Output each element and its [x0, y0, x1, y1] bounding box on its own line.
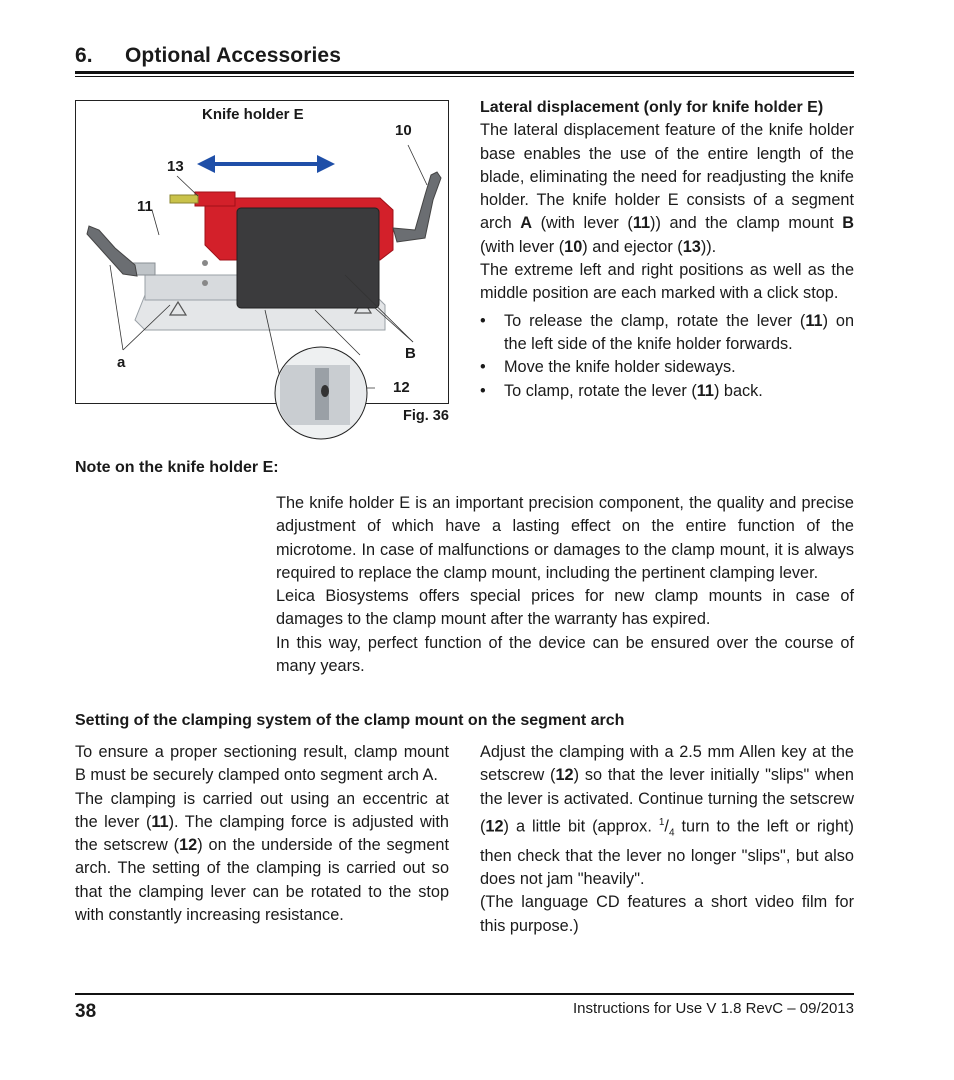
section-title: Optional Accessories: [125, 44, 341, 67]
lateral-section: [480, 96, 854, 403]
label-11: 11: [137, 198, 153, 215]
clamping-left-paragraph-1: To ensure a proper sectioning result, clamp mount B must be securely clamped onto segment arch A.: [75, 743, 449, 785]
label-B: B: [405, 345, 416, 362]
lateral-paragraph-1: The lateral displacement feature of the knife holder base enables the use of the entire length of the blade, eliminating the need for readjusting the knife holder. The knife holder E consists of a segment arch A (with lever (11)) and the clamp mount B (with lever (10) and ejector (13)).: [480, 121, 854, 256]
note-paragraph-3: In this way, perfect function of the device can be ensured over the course of many years.: [276, 633, 854, 676]
section-heading: [75, 44, 341, 68]
label-10: 10: [395, 122, 412, 139]
label-12: 12: [393, 379, 410, 396]
page-number: 38: [75, 1001, 97, 1022]
bullet-release: • To release the clamp, rotate the lever (11) on the left side of the knife holder forwards.: [480, 310, 854, 357]
lateral-heading: Lateral displacement (only for knife holder E): [480, 99, 824, 116]
bullet-move: • Move the knife holder sideways.: [480, 356, 854, 379]
clamping-left-column: [75, 741, 449, 927]
footer-doc-info: Instructions for Use V 1.8 RevC – 09/2013: [573, 1000, 854, 1017]
note-body: [276, 492, 854, 678]
clamping-right-paragraph-1: Adjust the clamping with a 2.5 mm Allen key at the setscrew (12) so that the lever initially "slips" when the lever is activated. Continue turning the setscrew (12) a little bit (approx. $^1/_4$ turn to the left or right) then check that the lever no longer "slips", but also does not jam "heavily".: [480, 743, 854, 889]
note-paragraph-2: Leica Biosystems offers special prices for new clamp mounts in case of damages to the clamp mount after the warranty has expired.: [276, 587, 854, 629]
clamping-right-paragraph-2: (The language CD features a short video film for this purpose.): [480, 893, 854, 935]
bullet-clamp: • To clamp, rotate the lever (11) back.: [480, 380, 854, 403]
note-paragraph-1: The knife holder E is an important precision component, the quality and precise adjustment of which have a lasting effect on the entire function of the microtome. In case of malfunctions or damages to the clamp mount, it is always required to replace the clamp mount, including the pertinent clamping lever.: [276, 494, 854, 582]
lateral-paragraph-2: The extreme left and right positions as well as the middle position are each marked with a click stop.: [480, 261, 854, 303]
label-a: a: [117, 354, 126, 371]
clamping-heading: Setting of the clamping system of the clamp mount on the segment arch: [75, 712, 625, 729]
footer-rule: [75, 993, 854, 995]
figure-title: Knife holder E: [202, 106, 304, 123]
lateral-bullets: [480, 310, 854, 403]
figure-caption: Fig. 36: [403, 408, 449, 424]
clamping-right-column: [480, 741, 854, 938]
note-heading: Note on the knife holder E:: [75, 459, 279, 476]
section-number: 6.: [75, 44, 93, 67]
clamping-left-paragraph-2: The clamping is carried out using an eccentric at the lever (11). The clamping force is adjusted with the setscrew (12) on the underside of the segment arch. The setting of the clamping is carried out so that the clamping lever can be rotated to the stop with constantly increasing resistance.: [75, 789, 449, 925]
heading-rule: [75, 71, 854, 74]
label-13: 13: [167, 158, 184, 175]
heading-rule-thin: [75, 76, 854, 77]
